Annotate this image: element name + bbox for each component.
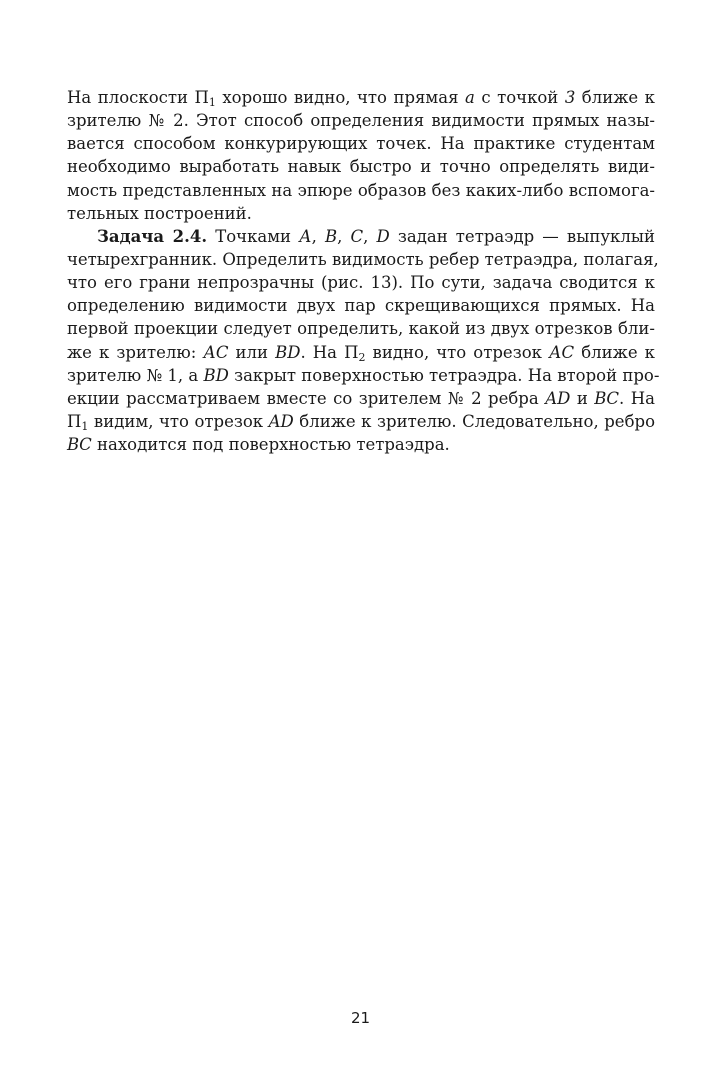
text-line: мость представленных на эпюре образов без каких-либо вспомога- (67, 180, 655, 200)
text-line: первой проекции следует определить, какой из двух отрезков бли- (67, 319, 655, 339)
text-line: четырехгранник. Определить видимость ребер тетраэдра, полагая, (67, 249, 659, 269)
page-number: 21 (350, 1009, 371, 1027)
text-line: необходимо выработать навык быстро и точно определять види- (67, 157, 655, 177)
paragraph-1 (67, 86, 655, 225)
page-body (67, 86, 660, 456)
text-line: что его грани непрозрачны (рис. 13). По сути, задача сводится к (67, 273, 655, 293)
text-line: На плоскости $П_1$ хорошо видно, что прямая а с точкой 3 ближе к (67, 88, 655, 109)
text-line: зрителю № 1, а BD закрыт поверхностью тетраэдра. На второй про- (67, 365, 660, 385)
text-line: определению видимости двух пар скрещивающихся прямых. На (67, 296, 655, 316)
task-heading: Задача 2.4. (97, 226, 208, 246)
paragraph-2 (67, 225, 660, 456)
text-line: зрителю № 2. Этот способ определения видимости прямых назы- (67, 111, 655, 131)
text-line: Задача 2.4. Точками А, В, С, D задан тетраэдр — выпуклый (97, 226, 655, 246)
text-line: $П_1$ видим, что отрезок AD ближе к зрителю. Следовательно, ребро (67, 411, 655, 433)
text-line: екции рассматриваем вместе со зрителем № 2 ребра AD и ВС. На (67, 388, 655, 408)
text-line: же к зрителю: АС или BD. На $П_2$ видно, что отрезок АС ближе к (67, 342, 655, 364)
text-line: вается способом конкурирующих точек. На практике студентам (67, 134, 655, 154)
text-line: ВС находится под поверхностью тетраэдра. (67, 435, 450, 455)
text-line: тельных построений. (67, 203, 252, 223)
